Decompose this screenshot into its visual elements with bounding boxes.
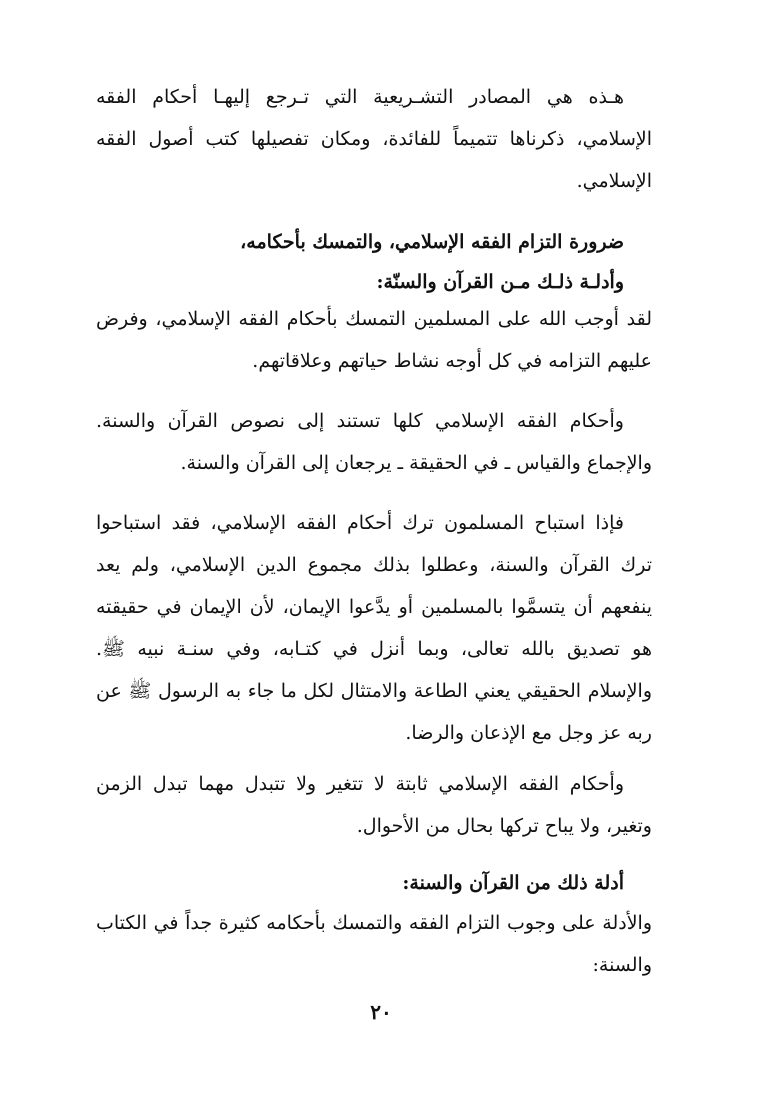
heading-line: وأدلـة ذلـك مـن القرآن والسنّة: [376, 271, 624, 293]
paragraph-text: وأحكام الفقه الإسلامي كلها تستند إلى نصوص القرآن والسنة. والإجماع والقياس ـ في الحقيقة ـ يرجعان إلى القرآن والسنة. [96, 410, 652, 474]
paragraph-fixed-rulings [96, 763, 652, 847]
paragraph-sources-basis [96, 400, 652, 484]
section-heading-obligation [96, 221, 652, 303]
paragraph-sources [96, 76, 652, 202]
paragraph-text: وأحكام الفقه الإسلامي ثابتة لا تتغير ولا تتبدل مهما تبدل الزمن وتغير، ولا يباح تركها بحال من الأحوال. [96, 773, 652, 837]
paragraph-text: فإذا استباح المسلمون ترك أحكام الفقه الإسلامي، فقد استباحوا ترك القرآن والسنة، وعطلوا بذلك مجموع الدين الإسلامي، ولم يعد ينفعهم أن يتسمَّوا بالمسلمين أو يدَّعوا الإيمان، لأن الإيمان في حقيقته هو تصديق بالله تعالى، وبما أنزل في كتـابه، وفي سنـة نبيه ﷺ. والإسلام الحقيقي يعني الطاعة والامتثال لكل ما جاء به الرسول ﷺ عن ربه عز وجل مع الإذعان والرضا. [96, 512, 652, 744]
paragraph-text: لقد أوجب الله على المسلمين التمسك بأحكام الفقه الإسلامي، وفرض عليهم التزامه في كل أوجه نشاط حياتهم وعلاقاتهم. [96, 308, 652, 372]
paragraph-evidence [96, 902, 652, 986]
heading-line: أدلة ذلك من القرآن والسنة: [402, 872, 624, 894]
paragraph-obligation [96, 298, 652, 382]
paragraph-text: والأدلة على وجوب التزام الفقه والتمسك بأحكامه كثيرة جداً في الكتاب والسنة: [96, 912, 652, 976]
page-number: ٢٠ [370, 1000, 392, 1024]
heading-line: ضرورة التزام الفقه الإسلامي، والتمسك بأحكامه، [240, 231, 624, 253]
paragraph-text: هـذه هي المصادر التشـريعية التي تـرجع إليهـا أحكام الفقه الإسلامي، ذكرناها تتميماً للفائدة، ومكان تفصيلها كتب أصول الفقه الإسلامي. [96, 86, 652, 192]
section-heading-evidence [96, 862, 652, 904]
paragraph-abandonment [96, 502, 652, 754]
